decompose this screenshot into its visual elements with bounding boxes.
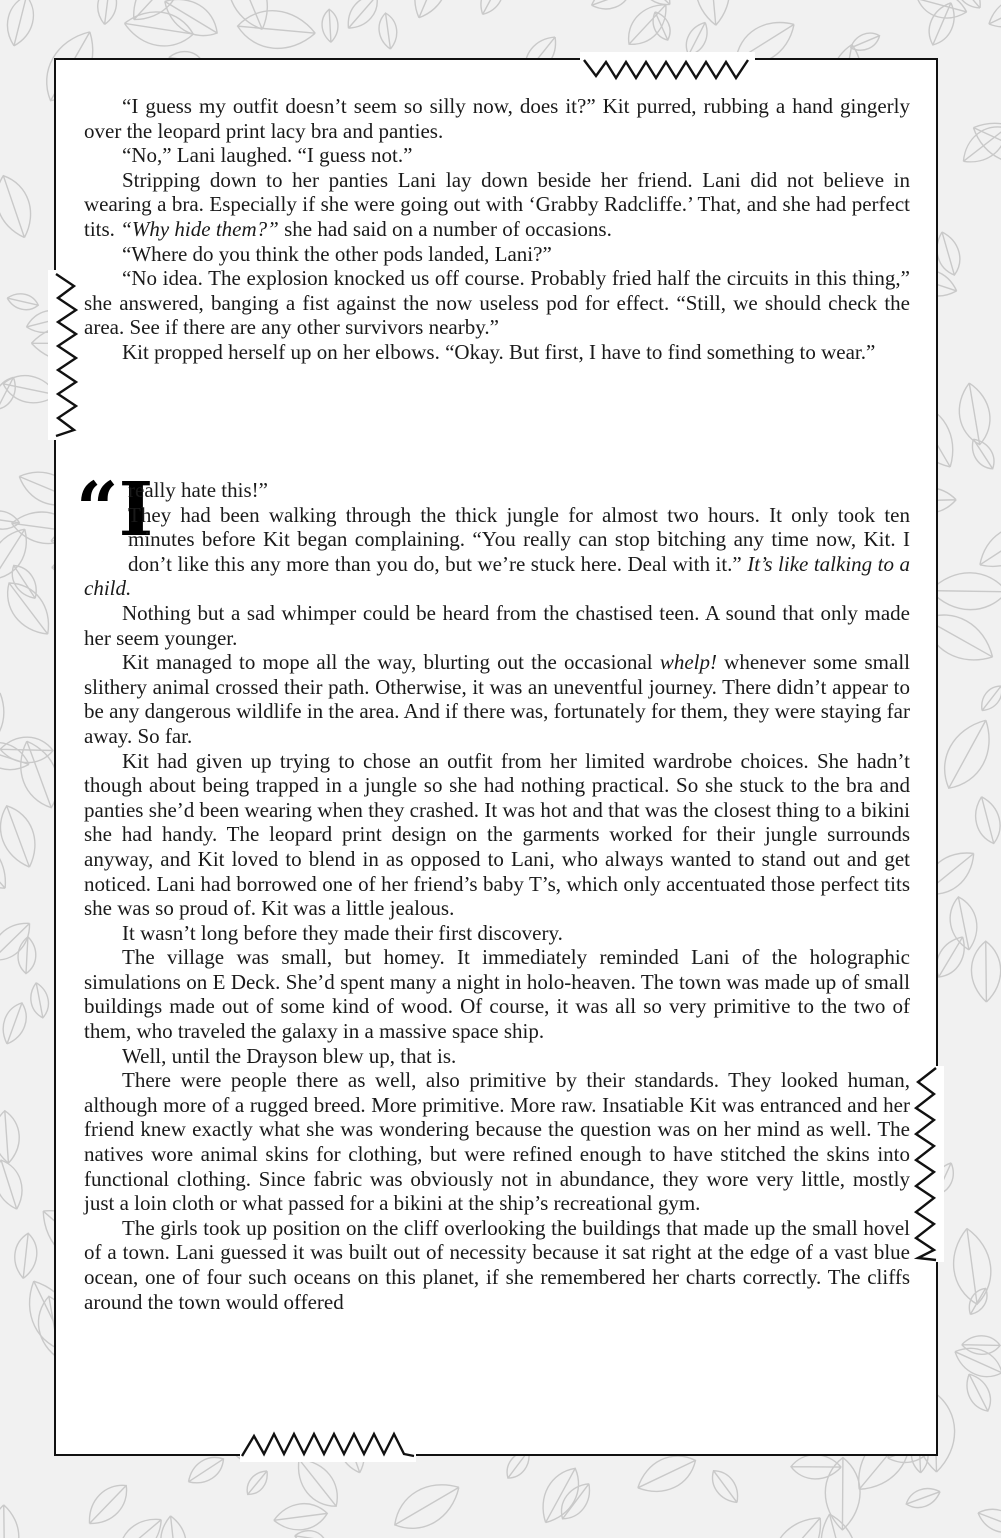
leaf-decoration — [971, 516, 1001, 579]
leaf-decoration — [219, 0, 278, 36]
paragraph: It wasn’t long before they made their first discovery. — [122, 920, 563, 945]
leaf-decoration — [966, 112, 1001, 173]
paragraph: They had been walking through the thick jungle for almost two hours. It only took ten minutes before Kit began complaining. “You really can stop bitching any time now, Kit. I don’t like this any more than you do, but we’re stuck here. Deal with it.” It’s like talking to a child. — [84, 502, 910, 601]
leaf-decoration — [588, 0, 634, 15]
leaf-decoration — [932, 711, 1001, 797]
story-section-two — [76, 467, 910, 1314]
leaf-decoration — [0, 574, 60, 644]
paragraph: “I guess my outfit doesn’t seem so silly now, does it?” Kit purred, rubbing a hand gingerly over the leopard print lacy bra and panties. — [84, 94, 910, 143]
leaf-decoration — [6, 291, 40, 313]
leaf-decoration — [0, 171, 39, 243]
leaf-decoration — [0, 826, 17, 899]
leaf-decoration — [17, 936, 37, 974]
paragraph: Kit had given up trying to chose an outfit from her limited wardrobe choices. She hadn’t though about being trapped in a jungle so she had nothing practical. So she stuck to the bra and panties she’d been wearing when they crashed. It was hot and that was the closest thing to a bikini she had handy. The leopard print design on the garments worked for their jungle surrounds anyway, and Kit loved to blend in as opposed to Lani, who always wanted to stand out and get noticed. Lani had borrowed one of her friend’s baby T’s, which only accentuated those perfect tits she was so proud of. Kit was a little jealous. — [84, 748, 910, 921]
leaf-decoration — [341, 0, 385, 35]
leaf-decoration — [272, 1501, 329, 1534]
leaf-decoration — [183, 1451, 229, 1491]
leaf-decoration — [950, 1340, 1001, 1384]
paragraph: The village was small, but homey. It immediately reminded Lani of the holographic simulations on E Deck. She’d spent many a night in holo-heaven. The town was made up of small buildings made out of some kind of wood. Of course, it was all so very primitive to the two of them, who traveled the galaxy in a massive space ship. — [84, 945, 910, 1044]
leaf-decoration — [406, 0, 455, 23]
paragraph: “No,” Lani laughed. “I guess not.” — [122, 143, 413, 168]
leaf-decoration — [620, 0, 676, 53]
leaf-decoration — [949, 1226, 996, 1307]
paragraph: “No idea. The explosion knocked us off course. Probably fried half the circuits in this thing,” she answered, banging a fist against the now useless pod for effect. “Still, we should check the area. See if there are any other survivors nearby.” — [84, 266, 910, 340]
leaf-decoration — [962, 1335, 1001, 1354]
leaf-decoration — [6, 560, 43, 603]
paragraph: really hate this!” — [128, 478, 268, 502]
leaf-decoration — [706, 1465, 745, 1508]
leaf-decoration — [974, 1503, 1001, 1538]
leaf-decoration — [923, 0, 961, 49]
leaf-decoration — [0, 1505, 19, 1538]
leaf-decoration — [681, 18, 713, 58]
leaf-decoration — [475, 0, 509, 19]
leaf-decoration — [2, 0, 39, 49]
story-section-one — [84, 94, 910, 365]
leaf-decoration — [0, 800, 44, 872]
leaf-decoration — [122, 0, 191, 31]
leaf-decoration — [0, 999, 32, 1047]
leaf-decoration — [377, 12, 399, 50]
leaf-decoration — [28, 981, 51, 1019]
paragraph: Kit propped herself up on her elbows. “Okay. But first, I have to find something to wear.” — [122, 339, 876, 364]
drop-cap: “I — [76, 467, 154, 553]
leaf-decoration — [970, 794, 1001, 847]
leaf-decoration — [158, 1515, 189, 1538]
paragraph: Kit managed to mope all the way, blurting out the occasional whelp! whenever some small slithery animal crossed their path. Otherwise, it was an uneventful journey. There didn’t appear to be any dangerous wildlife in the area. And if there was, fortunately for them, they were staying far away. So far. — [84, 650, 910, 748]
paragraph: Nothing but a sad whimper could be heard from the chastised teen. A sound that only made her seem younger. — [84, 600, 910, 650]
paragraph: Well, until the Drayson blew up, that is. — [122, 1043, 457, 1068]
leaf-decoration — [0, 509, 21, 532]
paragraph: The girls took up position on the cliff overlooking the buildings that made up the small hovel of a town. Lani guessed it was built out of necessity because it sat right at the edge of a vast blue ocean, one of four such oceans on this planet, if she remembered her charts correctly. The cliffs around the town would offered — [84, 1215, 910, 1314]
leaf-decoration — [930, 572, 1001, 610]
leaf-decoration — [951, 0, 986, 13]
leaf-decoration — [903, 1484, 943, 1513]
leaf-decoration — [12, 1232, 39, 1280]
leaf-decoration — [971, 941, 1001, 1002]
leaf-decoration — [791, 1455, 841, 1479]
leaf-decoration — [236, 7, 317, 51]
leaf-decoration — [693, 0, 733, 27]
leaf-decoration — [983, 0, 1001, 35]
leaf-decoration — [321, 9, 339, 43]
leaf-decoration — [554, 1477, 597, 1525]
paragraph: Stripping down to her panties Lani lay down beside her friend. Lani did not believe in wearing a bra. Especially if she were going out with ‘Grabby Radcliffe.’ That, and she had perfect tits. “Why hide them?” she had said on a number of occasions. — [84, 167, 910, 241]
paragraph: “Where do you think the other pods landed, Lani?” — [122, 241, 552, 266]
leaf-decoration — [954, 381, 994, 448]
leaf-decoration — [95, 0, 118, 26]
leaf-decoration — [976, 681, 1001, 715]
leaf-decoration — [848, 29, 883, 55]
leaf-decoration — [80, 1477, 135, 1533]
paragraph: There were people there as well, also primitive by their standards. They looked human, although more of a rugged breed. More primitive. More raw. Insatiable Kit was entranced and her friend knew exactly what she was wondering because the question was on her mind as well. The natives wore animal skins for clothing, but were refined enough to have stitched the skins into functional clothing. Since fabric was obviously not in abundance, they wore very little, mostly just a loin cloth or what passed for a bikini at the ship’s recreational gym. — [84, 1068, 910, 1216]
leaf-decoration — [914, 0, 969, 24]
leaf-decoration — [288, 1450, 348, 1515]
leaf-decoration — [0, 1156, 29, 1213]
leaf-decoration — [242, 1466, 273, 1499]
leaf-decoration — [0, 1110, 21, 1164]
leaf-decoration — [386, 1472, 468, 1538]
